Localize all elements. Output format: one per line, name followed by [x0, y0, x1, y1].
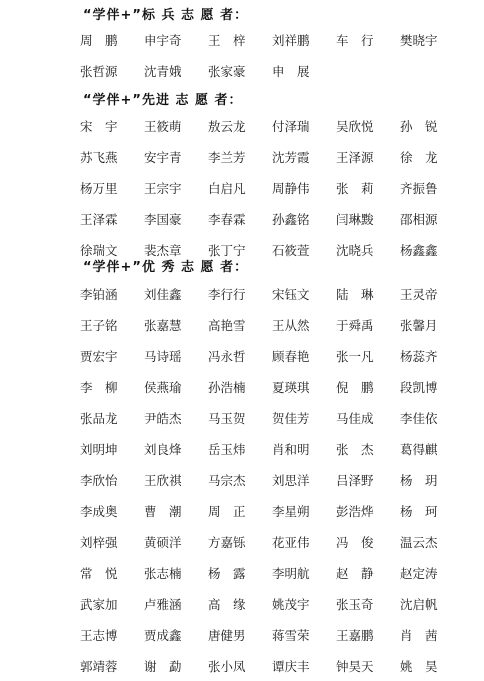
volunteer-name: 贺佳芳 [272, 410, 310, 426]
volunteer-name: 谢 勐 [144, 658, 182, 674]
section-title-excellent-volunteers: “学伴+”优 秀 志 愿 者： [83, 260, 249, 275]
volunteer-name: 张 莉 [336, 180, 374, 196]
name-row [80, 526, 450, 557]
volunteer-name: 杨蕊齐 [400, 348, 438, 364]
name-grid-excellent-volunteers [80, 278, 450, 681]
volunteer-name: 李星朔 [272, 503, 310, 519]
volunteer-name: 谭庆丰 [272, 658, 310, 674]
volunteer-name: 王筱萌 [144, 118, 182, 134]
volunteer-name: 李行行 [208, 286, 246, 302]
volunteer-name: 方嘉铄 [208, 534, 246, 550]
volunteer-name: 张哲源 [80, 63, 118, 79]
name-row [80, 371, 450, 402]
volunteer-name: 王泽霖 [80, 211, 118, 227]
volunteer-name: 卢雅涵 [144, 596, 182, 612]
volunteer-name: 石筱萱 [272, 242, 310, 258]
volunteer-name: 赵定涛 [400, 565, 438, 581]
volunteer-name: 杨 珂 [400, 503, 438, 519]
volunteer-name: 杨 玥 [400, 472, 438, 488]
volunteer-name: 吕泽野 [336, 472, 374, 488]
volunteer-name: 刘佳鑫 [144, 286, 182, 302]
volunteer-name: 冯永哲 [208, 348, 246, 364]
volunteer-name: 姚 昊 [400, 658, 438, 674]
volunteer-name: 于舜禹 [336, 317, 374, 333]
name-row [80, 55, 450, 86]
volunteer-name: 周静伟 [272, 180, 310, 196]
volunteer-name: 孙浩楠 [208, 379, 246, 395]
volunteer-name: 岳玉炜 [208, 441, 246, 457]
volunteer-name: 徐 龙 [400, 149, 438, 165]
volunteer-name: 王志博 [80, 627, 118, 643]
volunteer-name: 王宗宇 [144, 180, 182, 196]
volunteer-name: 张家豪 [208, 63, 246, 79]
name-row [80, 464, 450, 495]
volunteer-name: 沈青娥 [144, 63, 182, 79]
volunteer-name: 李成奥 [80, 503, 118, 519]
volunteer-name: 贾宏宇 [80, 348, 118, 364]
volunteer-name: 顾春艳 [272, 348, 310, 364]
volunteer-name: 李欣怡 [80, 472, 118, 488]
volunteer-name: 张一凡 [336, 348, 374, 364]
volunteer-name: 李铂涵 [80, 286, 118, 302]
volunteer-name: 刘良烽 [144, 441, 182, 457]
volunteer-name: 马宗杰 [208, 472, 246, 488]
volunteer-name: 张玉奇 [336, 596, 374, 612]
volunteer-name: 姚茂宇 [272, 596, 310, 612]
section-title-model-volunteers: “学伴+”标 兵 志 愿 者： [83, 8, 249, 23]
volunteer-name: 张品龙 [80, 410, 118, 426]
volunteer-name: 马玉贺 [208, 410, 246, 426]
volunteer-name: 车 行 [336, 32, 374, 48]
volunteer-name: 贾成鑫 [144, 627, 182, 643]
volunteer-name: 徐瑞文 [80, 242, 118, 258]
name-row [80, 619, 450, 650]
volunteer-name: 王嘉鹏 [336, 627, 374, 643]
name-row [80, 433, 450, 464]
volunteer-name: 李国豪 [144, 211, 182, 227]
name-row [80, 24, 450, 55]
volunteer-name: 李明航 [272, 565, 310, 581]
volunteer-name: 敖云龙 [208, 118, 246, 134]
name-row [80, 402, 450, 433]
volunteer-name: 肖 茜 [400, 627, 438, 643]
volunteer-name: 沈芳霞 [272, 149, 310, 165]
volunteer-name: 李兰芳 [208, 149, 246, 165]
volunteer-name: 张志楠 [144, 565, 182, 581]
volunteer-name: 邵相源 [400, 211, 438, 227]
volunteer-name: 王从然 [272, 317, 310, 333]
volunteer-name: 黄硕洋 [144, 534, 182, 550]
volunteer-name: 沈启帆 [400, 596, 438, 612]
volunteer-name: 白启凡 [208, 180, 246, 196]
volunteer-name: 孙 锐 [400, 118, 438, 134]
volunteer-name: 齐振鲁 [400, 180, 438, 196]
volunteer-name: 孙鑫铭 [272, 211, 310, 227]
volunteer-name: 闫琳黢 [336, 211, 374, 227]
volunteer-name: 肖和明 [272, 441, 310, 457]
name-row [80, 203, 450, 234]
name-row [80, 172, 450, 203]
volunteer-name: 王泽源 [336, 149, 374, 165]
volunteer-name: 张馨月 [400, 317, 438, 333]
volunteer-name: 郭靖蓉 [80, 658, 118, 674]
volunteer-name: 张小凤 [208, 658, 246, 674]
volunteer-name: 王 梓 [208, 32, 246, 48]
name-row [80, 309, 450, 340]
volunteer-name: 夏瑛琪 [272, 379, 310, 395]
volunteer-name: 沈晓兵 [336, 242, 374, 258]
volunteer-name: 刘梓强 [80, 534, 118, 550]
name-row [80, 588, 450, 619]
volunteer-name: 李 柳 [80, 379, 118, 395]
volunteer-name: 倪 鹏 [336, 379, 374, 395]
volunteer-name: 安宇青 [144, 149, 182, 165]
name-row [80, 557, 450, 588]
name-row [80, 495, 450, 526]
volunteer-name: 葛得麒 [400, 441, 438, 457]
name-grid-model-volunteers [80, 24, 450, 86]
name-row [80, 340, 450, 371]
volunteer-name: 段凯博 [400, 379, 438, 395]
volunteer-name: 温云杰 [400, 534, 438, 550]
volunteer-name: 钟昊天 [336, 658, 374, 674]
volunteer-name: 王欣祺 [144, 472, 182, 488]
volunteer-name: 宋 宇 [80, 118, 118, 134]
volunteer-name: 花亚伟 [272, 534, 310, 550]
name-row [80, 141, 450, 172]
volunteer-name: 张嘉慧 [144, 317, 182, 333]
volunteer-name: 曹 潮 [144, 503, 182, 519]
volunteer-name: 申 展 [272, 63, 310, 79]
volunteer-name: 申宇奇 [144, 32, 182, 48]
volunteer-name: 王灵帝 [400, 286, 438, 302]
name-row [80, 110, 450, 141]
volunteer-name: 付泽瑞 [272, 118, 310, 134]
volunteer-name: 杨万里 [80, 180, 118, 196]
volunteer-name: 刘思洋 [272, 472, 310, 488]
volunteer-name: 李春霖 [208, 211, 246, 227]
volunteer-name: 张 杰 [336, 441, 374, 457]
volunteer-name: 蒋雪荣 [272, 627, 310, 643]
volunteer-name: 刘明坤 [80, 441, 118, 457]
volunteer-name: 吴欣悦 [336, 118, 374, 134]
name-row [80, 650, 450, 681]
volunteer-name: 刘祥鹏 [272, 32, 310, 48]
volunteer-name: 苏飞燕 [80, 149, 118, 165]
volunteer-name: 唐健男 [208, 627, 246, 643]
volunteer-name: 陆 琳 [336, 286, 374, 302]
volunteer-name: 侯燕瑜 [144, 379, 182, 395]
volunteer-name: 常 悦 [80, 565, 118, 581]
volunteer-name: 杨鑫鑫 [400, 242, 438, 258]
volunteer-name: 赵 静 [336, 565, 374, 581]
volunteer-name: 周 鹏 [80, 32, 118, 48]
volunteer-name: 高艳雪 [208, 317, 246, 333]
volunteer-name: 武家加 [80, 596, 118, 612]
volunteer-name: 张丁宁 [208, 242, 246, 258]
volunteer-name: 尹皓杰 [144, 410, 182, 426]
name-row [80, 278, 450, 309]
volunteer-name: 裴杰章 [144, 242, 182, 258]
volunteer-name: 樊晓宇 [400, 32, 438, 48]
volunteer-name: 李佳依 [400, 410, 438, 426]
volunteer-name: 彭浩烨 [336, 503, 374, 519]
name-grid-advanced-volunteers [80, 110, 450, 265]
section-title-advanced-volunteers: “学伴+”先进 志 愿 者： [83, 93, 243, 108]
volunteer-name: 马佳成 [336, 410, 374, 426]
volunteer-name: 冯 俊 [336, 534, 374, 550]
volunteer-name: 马诗瑶 [144, 348, 182, 364]
volunteer-name: 周 正 [208, 503, 246, 519]
volunteer-name: 王子铭 [80, 317, 118, 333]
volunteer-name: 高 缘 [208, 596, 246, 612]
volunteer-name: 宋钰文 [272, 286, 310, 302]
volunteer-name: 杨 露 [208, 565, 246, 581]
